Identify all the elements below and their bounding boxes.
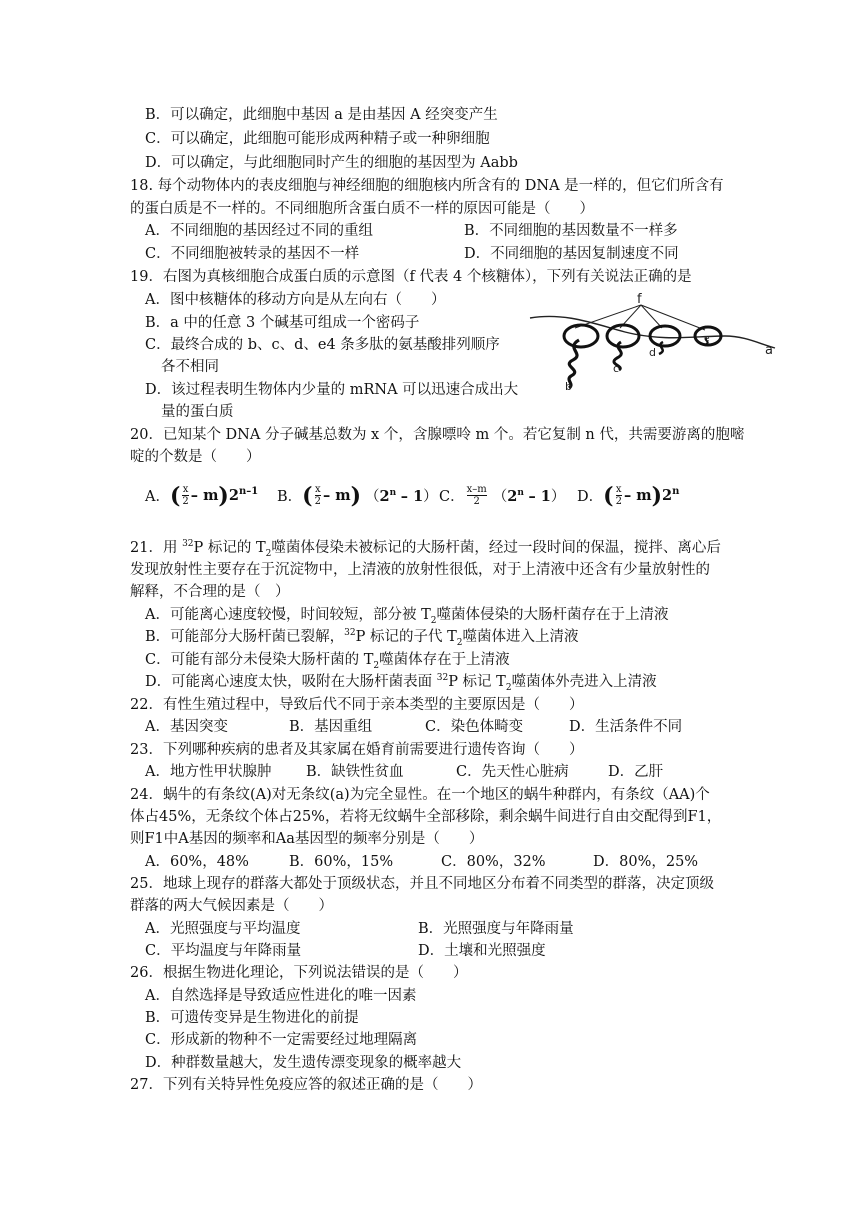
fraction-numerator: x xyxy=(182,484,189,495)
q26-option-a: A．自然选择是导致适应性进化的唯一因素 xyxy=(145,988,417,1004)
q19-option-b: B．a 中的任意 3 个碱基可组成一个密码子 xyxy=(145,315,420,331)
q21-stem-line3: 解释，不合理的是（ ） xyxy=(130,584,290,600)
q25-option-a: A．光照强度与平均温度 xyxy=(145,921,301,937)
q24-option-c: C．80%，32% xyxy=(441,854,546,870)
q25-stem-line1: 25．地球上现存的群落大都处于顶级状态，并且不同地区分布着不同类型的群落，决定顶级 xyxy=(130,876,714,892)
q22-stem: 22．有性生殖过程中，导致后代不同于亲本类型的主要原因是（ ） xyxy=(130,697,584,713)
label-a: a xyxy=(765,343,773,358)
q20-option-d-power: 2$^n$ xyxy=(662,486,680,504)
q25-stem-line2: 群落的两大气候因素是（ ） xyxy=(130,898,333,914)
q20-stem-line2: 啶的个数是（ ） xyxy=(130,449,261,465)
q21-option-c: C．可能有部分未侵染大肠杆菌的 $T_2$噬菌体存在于上清液 xyxy=(145,652,510,671)
q19-stem: 19．右图为真核细胞合成蛋白质的示意图（f 代表 4 个核糖体），下列有关说法正确的是 xyxy=(130,269,692,285)
fraction-denominator: 2 xyxy=(615,496,622,507)
label-e: e xyxy=(704,334,710,344)
label-f: f xyxy=(637,292,642,307)
q20-option-a-letter: A． xyxy=(145,489,170,505)
q17-option-b: B．可以确定，此细胞中基因 a 是由基因 A 经突变产生 xyxy=(145,107,498,123)
label-d: d xyxy=(649,346,656,359)
q19-option-d-line1: D．该过程表明生物体内少量的 mRNA 可以迅速合成出大 xyxy=(145,382,519,398)
q20-option-c-letter: C． xyxy=(439,489,465,505)
q20-option-a-fraction xyxy=(182,484,188,507)
paren-open: ( xyxy=(603,482,614,509)
ribosome-mrna-figure xyxy=(525,292,785,392)
q20-option-b-factor: （2$^n$ – 1） xyxy=(365,488,438,505)
label-b: b xyxy=(565,380,572,392)
q21-option-b: B．可能部分大肠杆菌已裂解，$^{32}$P 标记的子代 $T_2$噬菌体进入上清液 xyxy=(145,628,579,648)
q21-option-d: D．可能离心速度太快，吸附在大肠杆菌表面 $^{32}$P 标记 $T_2$噬菌体外壳进入上清液 xyxy=(145,673,657,693)
fraction-numerator: x xyxy=(314,484,321,495)
q20-option-b-minus-m: – m xyxy=(322,487,351,504)
q24-option-b: B．60%，15% xyxy=(289,854,394,870)
q20-option-b-fraction xyxy=(315,484,321,507)
fraction-denominator: 2 xyxy=(314,496,321,507)
q24-option-a: A．60%，48% xyxy=(145,854,249,870)
fraction-numerator: x xyxy=(615,484,622,495)
q23-option-c: C．先天性心脏病 xyxy=(456,764,569,780)
fraction-denominator: 2 xyxy=(473,496,480,507)
q20-stem-line1: 20．已知某个 DNA 分子碱基总数为 x 个，含腺嘌呤 m 个。若它复制 n 代，共需要游离的胞嘧 xyxy=(130,427,745,443)
q19-option-d-line2: 量的蛋白质 xyxy=(161,404,234,420)
q24-stem-line2: 体占45%，无条纹个体占25%，若将无纹蜗牛全部移除，剩余蜗牛间进行自由交配得到F1， xyxy=(130,809,722,825)
q20-option-d-minus-m: – m xyxy=(623,487,652,504)
q18-option-d: D．不同细胞的基因复制速度不同 xyxy=(464,246,679,262)
q20-option-a xyxy=(145,484,258,507)
q24-stem-line3: 则F1中A基因的频率和Aa基因型的频率分别是（ ） xyxy=(130,831,484,847)
ribosome-3 xyxy=(650,326,680,346)
fraction-numerator: x–m xyxy=(466,484,487,495)
q20-option-c-fraction xyxy=(467,484,487,507)
q26-option-d: D．种群数量越大，发生遗传漂变现象的概率越大 xyxy=(145,1055,462,1071)
q19-option-c-line1: C．最终合成的 b、c、d、e4 条多肽的氨基酸排列顺序 xyxy=(145,337,500,353)
q23-stem: 23．下列哪种疾病的患者及其家属在婚育前需要进行遗传咨询（ ） xyxy=(130,742,584,758)
q23-option-a: A．地方性甲状腺肿 xyxy=(145,764,272,780)
q20-option-b-letter: B． xyxy=(277,489,303,505)
q20-option-d-letter: D． xyxy=(577,489,604,505)
polypeptide-d xyxy=(659,342,663,354)
q24-stem-line1: 24．蜗牛的有条纹(A)对无条纹(a)为完全显性。在一个地区的蜗牛种群内，有条纹（AA)个 xyxy=(130,787,710,803)
q20-option-b xyxy=(277,484,438,507)
q19-option-c-line2: 各不相同 xyxy=(161,359,219,375)
paren-close: ) xyxy=(651,482,662,509)
q25-option-d: D．土壤和光照强度 xyxy=(418,943,546,959)
paren-close: ) xyxy=(350,482,362,509)
q17-option-d: D．可以确定，与此细胞同时产生的细胞的基因型为 Aabb xyxy=(145,155,518,171)
q21-stem-line1: 21．用 $^{32}$P 标记的 $T_2$噬菌体侵染未被标记的大肠杆菌，经过一段时间的保温，搅拌、离心后 xyxy=(130,539,721,559)
ribosome-2 xyxy=(607,325,639,347)
q18-option-a: A．不同细胞的基因经过不同的重组 xyxy=(145,223,373,239)
q20-option-a-minus-m: – m xyxy=(190,487,219,504)
q20-option-c xyxy=(439,484,565,507)
q21-stem-line2: 发现放射性主要存在于沉淀物中，上清液的放射性很低，对于上清液中还含有少量放射性的 xyxy=(130,562,710,578)
f-line-3 xyxy=(641,305,662,328)
q26-option-b: B．可遗传变异是生物进化的前提 xyxy=(145,1010,359,1026)
q22-option-b: B．基因重组 xyxy=(289,719,373,735)
q23-option-b: B．缺铁性贫血 xyxy=(306,764,404,780)
q25-option-c: C．平均温度与年降雨量 xyxy=(145,943,302,959)
q24-option-d: D．80%，25% xyxy=(593,854,699,870)
label-c: c xyxy=(613,362,620,375)
paren-open: ( xyxy=(302,482,313,509)
q18-option-c: C．不同细胞被转录的基因不一样 xyxy=(145,246,360,262)
q18-stem-line1: 18. 每个动物体内的表皮细胞与神经细胞的细胞核内所含有的 DNA 是一样的，但它们所含有 xyxy=(130,178,724,194)
ribosome-1 xyxy=(564,325,598,347)
q22-option-c: C．染色体畸变 xyxy=(425,719,524,735)
q23-option-d: D．乙肝 xyxy=(608,764,664,780)
q27-stem: 27．下列有关特异性免疫应答的叙述正确的是（ ） xyxy=(130,1077,482,1093)
fraction-denominator: 2 xyxy=(182,496,189,507)
q26-stem: 26．根据生物进化理论，下列说法错误的是（ ） xyxy=(130,965,468,981)
q17-option-c: C．可以确定，此细胞可能形成两种精子或一种卵细胞 xyxy=(145,131,490,147)
q18-option-b: B．不同细胞的基因数量不一样多 xyxy=(464,223,678,239)
paren-open: ( xyxy=(169,482,181,509)
q20-option-d-fraction xyxy=(616,484,622,507)
q20-option-c-factor: （2$^n$ – 1） xyxy=(492,488,566,505)
q20-option-a-power: 2$^{n-1}$ xyxy=(228,486,259,504)
q20-option-d xyxy=(577,484,679,507)
q19-option-a: A．图中核糖体的移动方向是从左向右（ ） xyxy=(145,292,446,308)
q25-option-b: B．光照强度与年降雨量 xyxy=(418,921,574,937)
q21-option-a: A．可能离心速度较慢，时间较短，部分被 $T_2$噬菌体侵染的大肠杆菌存在于上清液 xyxy=(145,607,669,626)
paren-close: ) xyxy=(218,482,229,509)
q26-option-c: C．形成新的物种不一定需要经过地理隔离 xyxy=(145,1032,418,1048)
q18-stem-line2: 的蛋白质是不一样的。不同细胞所含蛋白质不一样的原因可能是（ ） xyxy=(130,201,594,217)
q22-option-d: D．生活条件不同 xyxy=(569,719,683,735)
q22-option-a: A．基因突变 xyxy=(145,719,228,735)
